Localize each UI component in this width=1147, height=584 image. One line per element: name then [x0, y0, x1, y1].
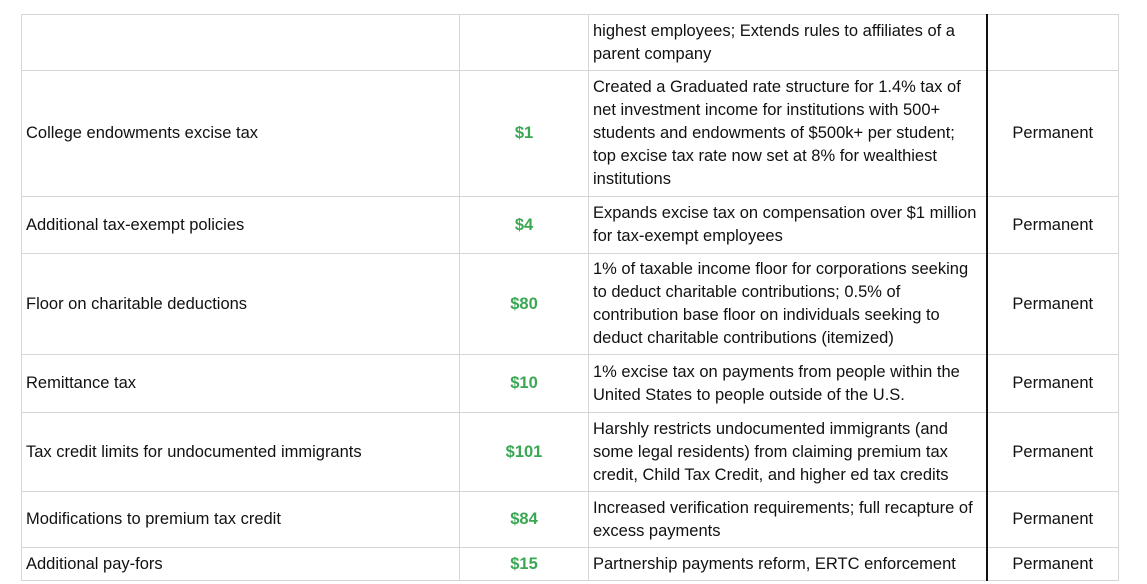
- cost-cell: [460, 15, 589, 71]
- table-row: [22, 197, 1119, 254]
- cost-cell: $80: [460, 254, 589, 355]
- table-row: [22, 71, 1119, 197]
- table-row: [22, 492, 1119, 548]
- table-row: [22, 355, 1119, 413]
- duration-cell: Permanent: [987, 413, 1119, 492]
- cost-cell: $4: [460, 197, 589, 254]
- cost-cell: $1: [460, 71, 589, 197]
- provision-cell: Additional tax-exempt policies: [22, 197, 460, 254]
- description-cell: 1% excise tax on payments from people within the United States to people outside of the U.S.: [589, 355, 987, 413]
- duration-cell: Permanent: [987, 548, 1119, 581]
- provision-cell: Additional pay-fors: [22, 548, 460, 581]
- description-cell: Created a Graduated rate structure for 1.4% tax of net investment income for institutions with 500+ students and endowments of $500k+ per student; top excise tax rate now set at 8% for wealthiest institutions: [589, 71, 987, 197]
- duration-cell: Permanent: [987, 355, 1119, 413]
- duration-cell: Permanent: [987, 254, 1119, 355]
- duration-cell: Permanent: [987, 197, 1119, 254]
- description-cell: Harshly restricts undocumented immigrants (and some legal residents) from claiming premium tax credit, Child Tax Credit, and higher ed tax credits: [589, 413, 987, 492]
- cost-cell: $15: [460, 548, 589, 581]
- table-row: [22, 413, 1119, 492]
- cost-cell: $101: [460, 413, 589, 492]
- provision-cell: Modifications to premium tax credit: [22, 492, 460, 548]
- cost-cell: $10: [460, 355, 589, 413]
- table-row: [22, 548, 1119, 581]
- duration-cell: [987, 15, 1119, 71]
- table-row: [22, 15, 1119, 71]
- duration-cell: Permanent: [987, 71, 1119, 197]
- cost-cell: $84: [460, 492, 589, 548]
- provision-cell: College endowments excise tax: [22, 71, 460, 197]
- description-cell: Expands excise tax on compensation over $1 million for tax-exempt employees: [589, 197, 987, 254]
- description-cell: Increased verification requirements; full recapture of excess payments: [589, 492, 987, 548]
- provisions-table: [21, 14, 1119, 581]
- description-cell: 1% of taxable income floor for corporations seeking to deduct charitable contributions; 0.5% of contribution base floor on individuals seeking to deduct charitable contributions (itemized): [589, 254, 987, 355]
- description-cell: highest employees; Extends rules to affiliates of a parent company: [589, 15, 987, 71]
- provision-cell: [22, 15, 460, 71]
- provision-cell: Floor on charitable deductions: [22, 254, 460, 355]
- duration-cell: Permanent: [987, 492, 1119, 548]
- description-cell: Partnership payments reform, ERTC enforcement: [589, 548, 987, 581]
- provision-cell: Tax credit limits for undocumented immigrants: [22, 413, 460, 492]
- provision-cell: Remittance tax: [22, 355, 460, 413]
- table-row: [22, 254, 1119, 355]
